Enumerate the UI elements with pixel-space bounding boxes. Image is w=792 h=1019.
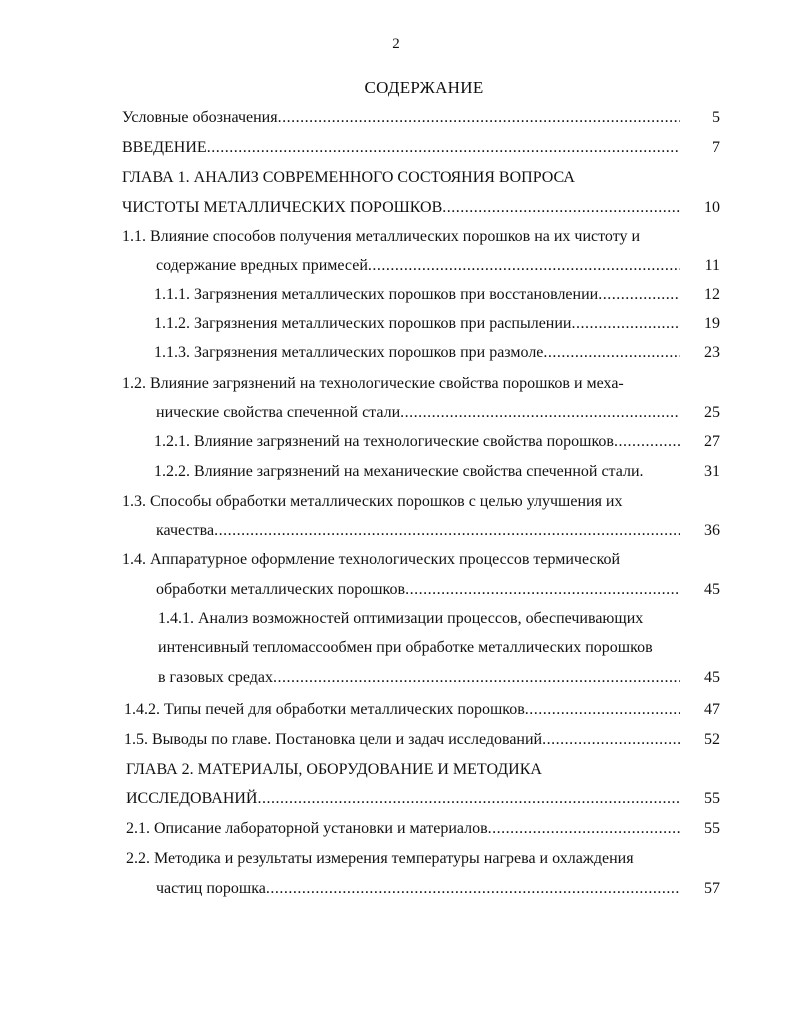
toc-entry	[126, 817, 720, 841]
toc-entry	[154, 430, 720, 454]
toc-leader-dots	[400, 401, 680, 425]
toc-entry	[156, 519, 720, 543]
toc-entry	[154, 312, 720, 336]
toc-entry-heading: 2.2. Методика и результаты измерения температуры нагрева и охлаждения	[126, 850, 634, 867]
toc-entry	[156, 401, 720, 425]
toc-entry	[154, 283, 720, 307]
toc-entry-page: 5	[712, 109, 720, 126]
toc-entry-page: 45	[704, 581, 720, 598]
toc-entry	[156, 254, 720, 278]
toc-entry-page: 57	[704, 880, 720, 897]
toc-entry-text: ИССЛЕДОВАНИЙ	[126, 790, 258, 807]
toc-entry-page: 52	[704, 731, 720, 748]
toc-entry	[124, 698, 720, 722]
toc-entry-heading: 1.2. Влияние загрязнений на технологические свойства порошков и меха-	[122, 375, 624, 392]
toc-leader-dots	[405, 578, 680, 602]
toc-entry-text: 1.5. Выводы по главе. Постановка цели и задач исследований	[124, 731, 543, 748]
page-number: 2	[392, 36, 400, 52]
toc-entry-heading: 1.4.1. Анализ возможностей оптимизации процессов, обеспечивающих	[158, 610, 644, 627]
toc-entry-page: 36	[704, 522, 720, 539]
toc-entry-heading: 1.4. Аппаратурное оформление технологических процессов термической	[122, 551, 621, 568]
toc-entry-text: 1.4.2. Типы печей для обработки металлических порошков	[124, 701, 525, 718]
toc-leader-dots	[273, 666, 680, 690]
toc-entry-heading: интенсивный тепломассообмен при обработке металлических порошков	[158, 639, 653, 656]
toc-leader-dots	[614, 430, 680, 454]
toc-leader-dots	[543, 341, 680, 365]
toc-title: СОДЕРЖАНИЕ	[364, 78, 484, 97]
toc-entry-page: 19	[704, 315, 720, 332]
toc-leader-dots	[525, 698, 680, 722]
toc-leader-dots	[572, 312, 681, 336]
toc-entry-page: 11	[704, 257, 720, 274]
toc-entry	[126, 787, 720, 811]
toc-entry	[158, 666, 720, 690]
toc-leader-dots	[207, 136, 680, 160]
toc-entry-page: 31	[704, 463, 720, 480]
toc-entry-text: ЧИСТОТЫ МЕТАЛЛИЧЕСКИХ ПОРОШКОВ	[122, 199, 443, 216]
toc-leader-dots	[542, 728, 680, 752]
toc-entry-text: качества	[156, 522, 215, 539]
toc-entry-text: ВВЕДЕНИЕ	[122, 139, 207, 156]
toc-entry-text: в газовых средах	[158, 669, 273, 686]
toc-entry-page: 55	[704, 790, 720, 807]
toc-entry-text: нические свойства спеченной стали	[156, 404, 401, 421]
toc-entry-heading: ГЛАВА 2. МАТЕРИАЛЫ, ОБОРУДОВАНИЕ И МЕТОДИКА	[126, 761, 542, 778]
toc-entry-page: 12	[704, 286, 720, 303]
toc-entry-page: 47	[704, 701, 720, 718]
toc-leader-dots	[488, 817, 680, 841]
toc-entry-page: 25	[704, 404, 720, 421]
toc-entry-page: 27	[704, 433, 720, 450]
toc-entry-text: 2.1. Описание лабораторной установки и материалов	[126, 820, 488, 837]
toc-entry-text: 1.2.1. Влияние загрязнений на технологические свойства порошков	[154, 433, 614, 450]
toc-entry-text: обработки металлических порошков	[156, 581, 406, 598]
toc-entry	[124, 728, 720, 752]
toc-entry	[156, 578, 720, 602]
toc-leader-dots	[368, 254, 680, 278]
toc-entry-page: 23	[704, 344, 720, 361]
toc-entry	[122, 136, 720, 160]
toc-entry-text: Условные обозначения	[122, 109, 278, 126]
toc-entry	[156, 877, 720, 901]
toc-leader-dots	[266, 877, 680, 901]
toc-entry-text: 1.1.2. Загрязнения металлических порошков при распылении	[154, 315, 572, 332]
toc-entry-page: 10	[704, 199, 720, 216]
toc-entry	[154, 460, 720, 484]
toc-entry-text: содержание вредных примесей	[156, 257, 368, 274]
toc-entry-page: 45	[704, 669, 720, 686]
toc-entry-text: частиц порошка	[156, 880, 266, 897]
toc-entry-text: 1.1.1. Загрязнения металлических порошков при восстановлении	[154, 286, 599, 303]
toc-entry	[154, 341, 720, 365]
toc-entry-page: 55	[704, 820, 720, 837]
toc-entry	[122, 196, 720, 220]
toc-leader-dots	[257, 787, 680, 811]
toc-entry-heading: ГЛАВА 1. АНАЛИЗ СОВРЕМЕННОГО СОСТОЯНИЯ ВОПРОСА	[122, 169, 575, 186]
toc-entry-text: 1.2.2. Влияние загрязнений на механические свойства спеченной стали.	[154, 463, 644, 480]
toc-entry-page: 7	[712, 139, 720, 156]
toc-entry-heading: 1.3. Способы обработки металлических порошков с целью улучшения их	[122, 493, 623, 510]
toc-entry-heading: 1.1. Влияние способов получения металлических порошков на их чистоту и	[122, 228, 641, 245]
toc-entry	[122, 106, 720, 130]
toc-leader-dots	[442, 196, 680, 220]
toc-entry-text: 1.1.3. Загрязнения металлических порошков при размоле	[154, 344, 544, 361]
toc-leader-dots	[598, 283, 680, 307]
toc-leader-dots	[214, 519, 680, 543]
toc-leader-dots	[278, 106, 680, 130]
